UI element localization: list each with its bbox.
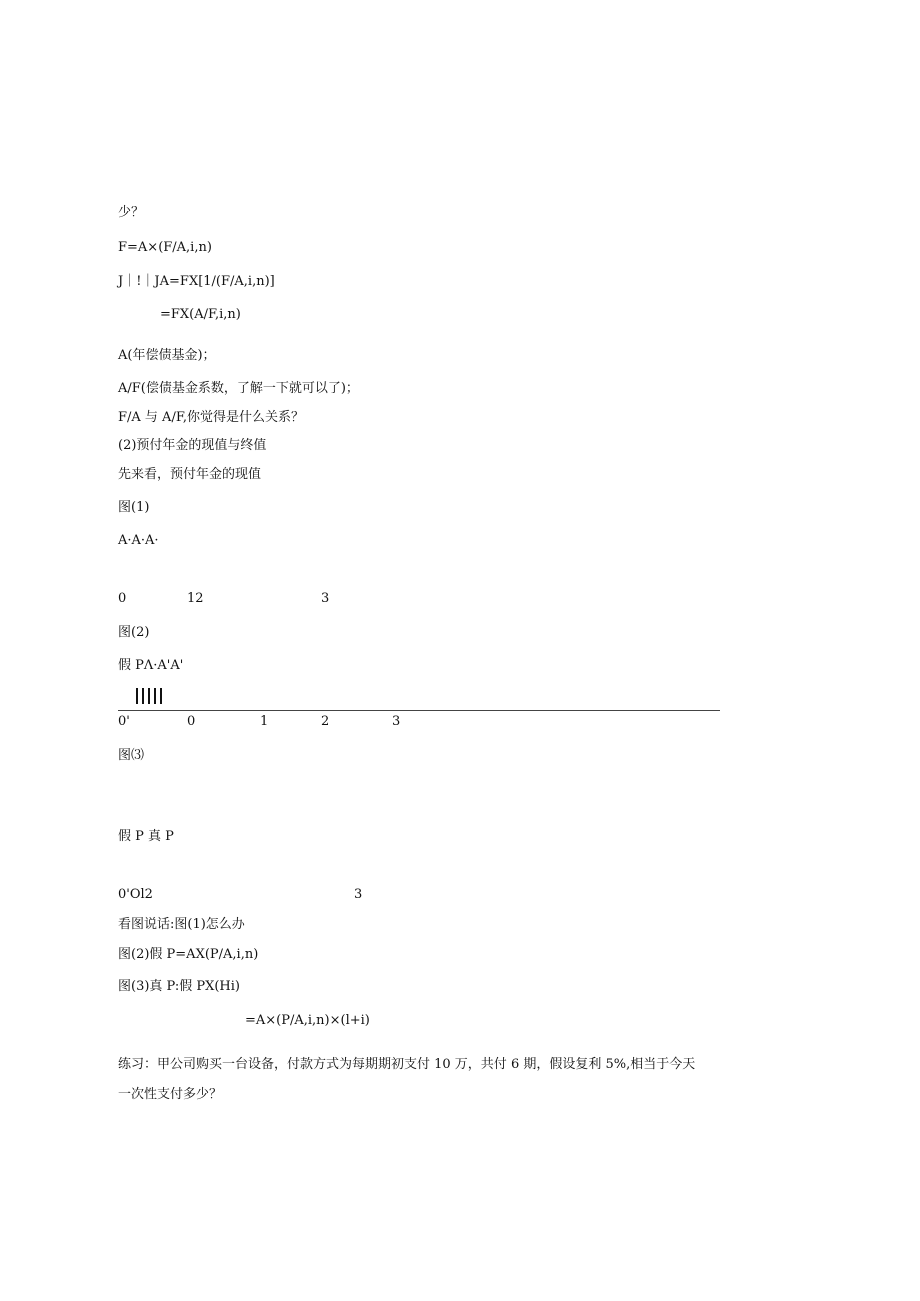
- timeline-tick-label: 0: [118, 591, 127, 606]
- timeline-tick-label: 1: [260, 714, 269, 729]
- text-line: F/A 与 A/F,你觉得是什么关系？: [118, 410, 304, 425]
- figure-label: 图(1): [118, 500, 150, 515]
- exercise-text: 一次性支付多少？: [118, 1087, 223, 1102]
- timeline-payments: A·A·A·: [118, 533, 159, 548]
- timeline-payments: 假 PΛ·A'A': [118, 658, 184, 673]
- formula-line: 图(2)假 P=AX(P/A,i,n): [118, 947, 259, 962]
- formula-line: =FX(A/F,i,n): [160, 307, 241, 322]
- formula-line: 图(3)真 P:假 PX(Hi): [118, 979, 240, 994]
- text-line: 先来看，预付年金的现值: [118, 467, 262, 482]
- timeline-tick-label: 0': [118, 714, 130, 729]
- timeline-tick-label: 0: [187, 714, 196, 729]
- formula-line: =A×(P/A,i,n)×(l+i): [245, 1013, 370, 1028]
- exercise-text: 练习：甲公司购买一台设备，付款方式为每期期初支付 10 万，共付 6 期，假设复利 5%,相当于今天: [118, 1057, 696, 1072]
- text-line: A/F(偿债基金系数，了解一下就可以了)；: [118, 381, 359, 396]
- timeline-payments: 假 P 真 P: [118, 829, 174, 844]
- timeline-ticks: [136, 688, 162, 704]
- timeline-tick-label: 0'Ol2: [118, 887, 153, 902]
- timeline-tick-label: 2: [321, 714, 330, 729]
- figure-label: 图⑶: [118, 748, 145, 763]
- section-heading: (2)预付年金的现值与终值: [118, 438, 267, 453]
- timeline-tick-label: 12: [187, 591, 204, 606]
- timeline-tick-label: 3: [392, 714, 401, 729]
- text-line: A(年偿债基金)；: [118, 348, 216, 363]
- formula-line: J｜!｜JA=FX[1/(F/A,i,n)]: [118, 274, 275, 289]
- figure-label: 图(2): [118, 625, 150, 640]
- timeline-tick-label: 3: [354, 887, 363, 902]
- formula-line: F=A×(F/A,i,n): [118, 240, 212, 255]
- timeline-tick-label: 3: [321, 591, 330, 606]
- text-line: 少？: [118, 205, 145, 220]
- timeline-axis: [118, 710, 720, 711]
- text-line: 看图说话:图(1)怎么办: [118, 917, 245, 932]
